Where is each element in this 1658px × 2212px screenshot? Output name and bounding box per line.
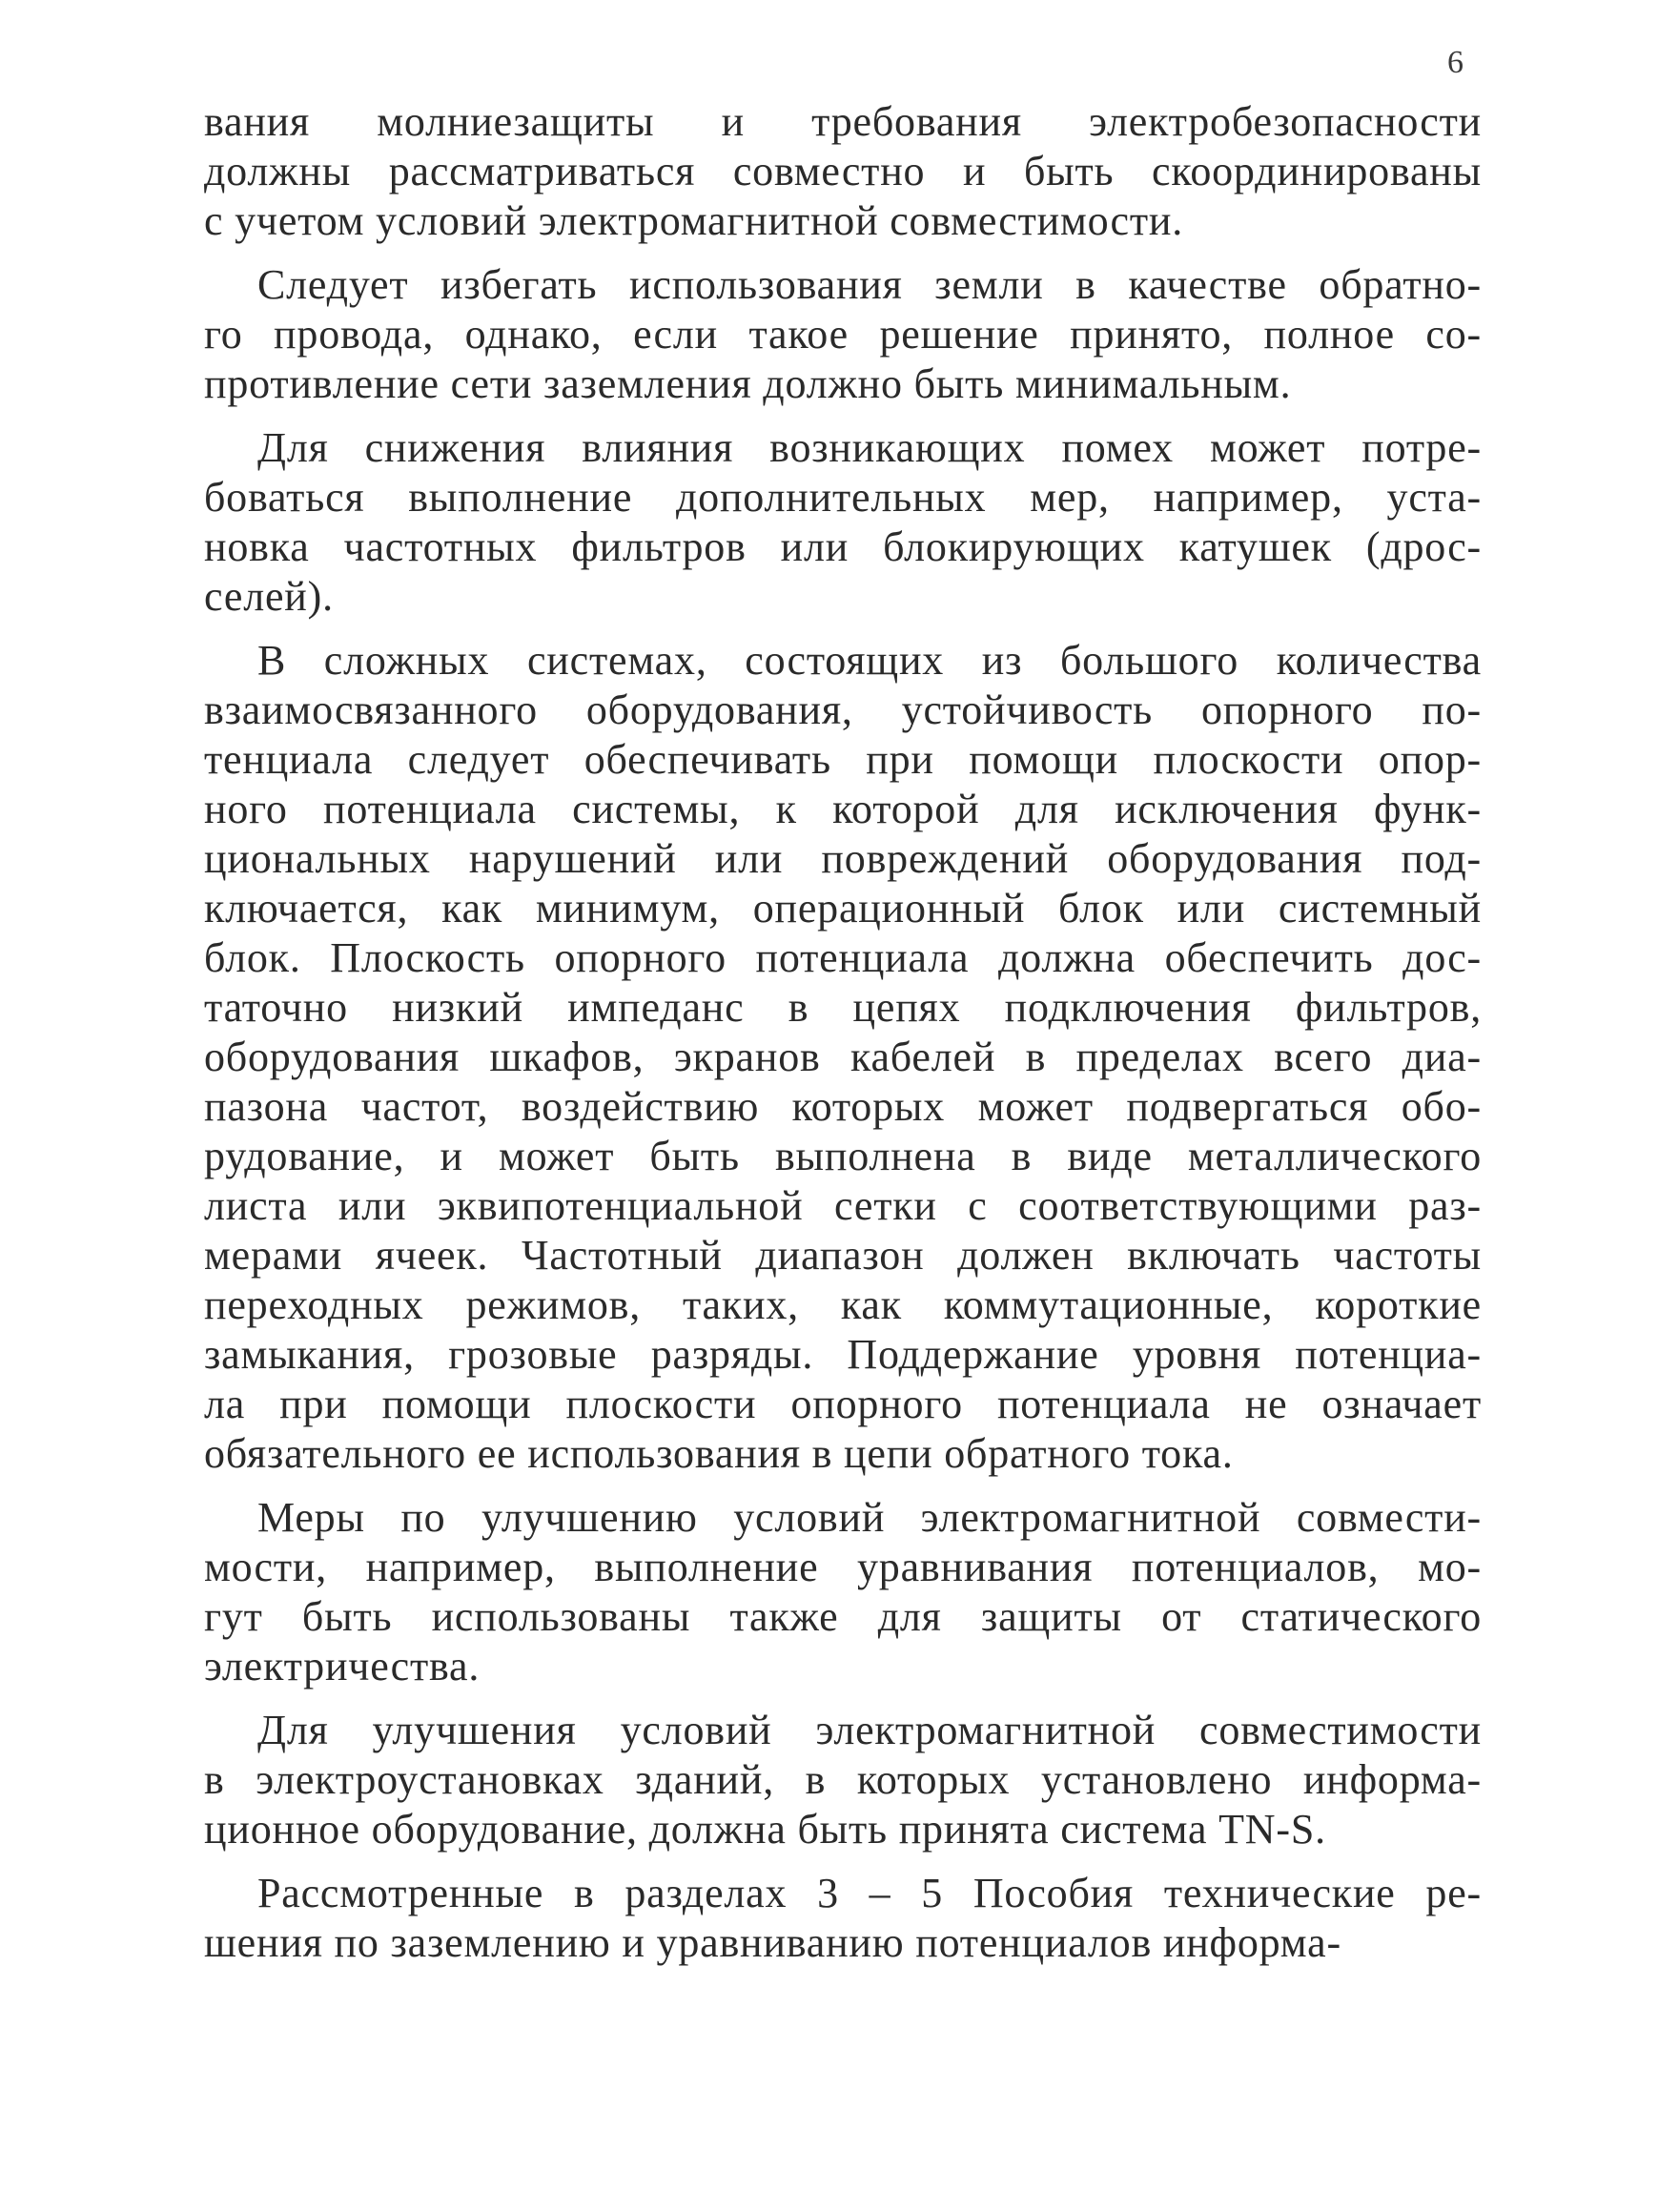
text-line: тенциала следует обеспечивать при помощи плоскости опор- bbox=[204, 736, 1482, 783]
text-line: ционное оборудование, должна быть принята система TN-S. bbox=[204, 1806, 1326, 1853]
text-line: ного потенциала системы, к которой для исключения функ- bbox=[204, 786, 1482, 832]
text-line: оборудования шкафов, экранов кабелей в пределах всего диа- bbox=[204, 1034, 1482, 1080]
text-line: го провода, однако, если такое решение принято, полное со- bbox=[204, 311, 1482, 358]
text-line: пазона частот, воздействию которых может подвергаться обо- bbox=[204, 1083, 1482, 1130]
text-line: листа или эквипотенциальной сетки с соответствующими раз- bbox=[204, 1182, 1482, 1229]
page-number: 6 bbox=[1447, 45, 1464, 80]
text-line: селей). bbox=[204, 573, 334, 620]
text-line: таточно низкий импеданс в цепях подключения фильтров, bbox=[204, 984, 1482, 1031]
paragraph bbox=[204, 260, 1482, 409]
text-line: вания молниезащиты и требования электробезопасности bbox=[204, 98, 1482, 145]
text-line: Для улучшения условий электромагнитной совместимости bbox=[257, 1707, 1482, 1753]
text-line: мости, например, выполнение уравнивания потенциалов, мо- bbox=[204, 1544, 1482, 1590]
text-line: переходных режимов, таких, как коммутационные, короткие bbox=[204, 1281, 1482, 1328]
text-line: взаимосвязанного оборудования, устойчивость опорного по- bbox=[204, 686, 1482, 733]
text-line: должны рассматриваться совместно и быть скоординированы bbox=[204, 148, 1482, 195]
text-line: замыкания, грозовые разряды. Поддержание уровня потенциа- bbox=[204, 1331, 1482, 1378]
paragraph bbox=[204, 423, 1482, 622]
text-line: ключается, как минимум, операционный блок или системный bbox=[204, 885, 1482, 932]
text-line: обязательного ее использования в цепи обратного тока. bbox=[204, 1430, 1234, 1477]
paragraph bbox=[204, 1869, 1482, 1968]
paragraph bbox=[204, 636, 1482, 1479]
text-line: мерами ячеек. Частотный диапазон должен включать частоты bbox=[204, 1232, 1482, 1279]
text-line: Меры по улучшению условий электромагнитной совмести- bbox=[257, 1494, 1482, 1541]
text-line: с учетом условий электромагнитной совместимости. bbox=[204, 197, 1184, 244]
text-line: Следует избегать использования земли в качестве обратно- bbox=[257, 261, 1482, 308]
text-line: В сложных системах, состоящих из большого количества bbox=[257, 637, 1482, 684]
text-line: в электроустановках зданий, в которых установлено информа- bbox=[204, 1756, 1482, 1803]
text-line: ла при помощи плоскости опорного потенциала не означает bbox=[204, 1381, 1482, 1427]
body-text bbox=[204, 97, 1482, 1982]
text-line: Для снижения влияния возникающих помех может потре- bbox=[257, 424, 1482, 471]
text-line: циональных нарушений или повреждений оборудования под- bbox=[204, 835, 1482, 882]
text-line: противление сети заземления должно быть минимальным. bbox=[204, 360, 1292, 407]
paragraph bbox=[204, 1493, 1482, 1691]
text-line: блок. Плоскость опорного потенциала должна обеспечить дос- bbox=[204, 934, 1482, 981]
text-line: новка частотных фильтров или блокирующих катушек (дрос- bbox=[204, 523, 1482, 570]
paragraph bbox=[204, 1706, 1482, 1854]
text-line: боваться выполнение дополнительных мер, например, уста- bbox=[204, 474, 1482, 521]
text-line: шения по заземлению и уравниванию потенциалов информа- bbox=[204, 1919, 1341, 1966]
text-line: электричества. bbox=[204, 1643, 481, 1690]
text-line: Рассмотренные в разделах 3 – 5 Пособия технические ре- bbox=[257, 1870, 1482, 1916]
text-line: рудование, и может быть выполнена в виде металлического bbox=[204, 1133, 1482, 1179]
paragraph bbox=[204, 97, 1482, 246]
text-line: гут быть использованы также для защиты от статического bbox=[204, 1593, 1482, 1640]
